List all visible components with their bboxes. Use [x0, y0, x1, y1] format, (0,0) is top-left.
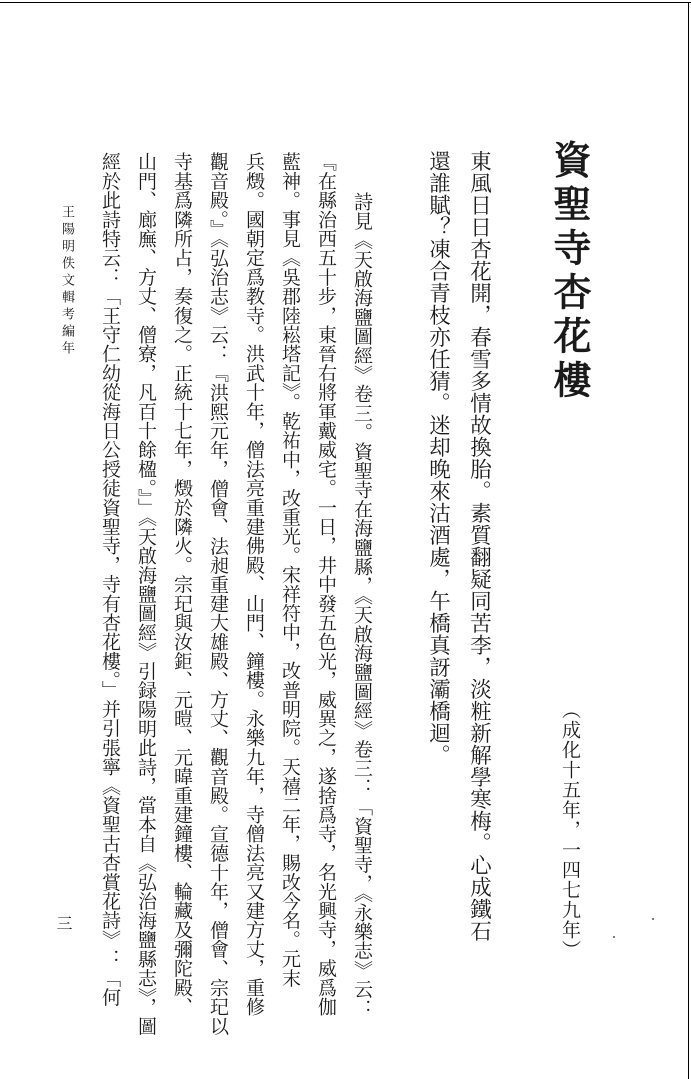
note-line: 觀音殿。』《弘治志》云：『洪熙元年，僧會、法昶重建大雄殿、方丈、觀音殿。宣德十年，僧會、宗玘以: [207, 152, 229, 1036]
note-line: 兵燬。國朝定爲教寺。洪武十年，僧法亮重建佛殿、山門、鐘樓。永樂九年，寺僧法亮又建方丈，重修: [243, 152, 265, 1016]
poem-title: 資聖寺杏花樓: [547, 140, 592, 404]
speck: [613, 936, 615, 938]
poem-line: 還誰賦？凍合青枝亦任猜。迷却晚來沽酒處，午橋真訝灞橋迴。: [425, 150, 451, 766]
note-line: 藍神。事見《吳郡陸崧塔記》。乾祐中，改重光。宋祥符中，改普明院。天禧二年，賜改今名。元末: [279, 152, 301, 988]
note-line: 經於此詩特云：「王守仁幼從海日公授徒資聖寺，寺有杏花樓。」并引張寧《資聖古杏賞花詩》：「何: [99, 152, 121, 1007]
note-line: 詩見《天啟海鹽圖經》卷三。資聖寺在海鹽縣，《天啟海鹽圖經》卷三：「資聖寺，《永樂志》云：: [351, 192, 373, 1018]
poem-line: 東風日日杏花開，春雪多情故換胎。素質翻疑同苦李，淡粧新解學寒梅。心成鐵石: [466, 150, 492, 942]
page-border-right: [688, 2, 689, 1079]
running-head: 王陽明佚文輯考編年: [59, 205, 74, 358]
page-number: 三: [54, 915, 73, 931]
note-line: 寺基爲隣所占，奏復之。正統十七年，燬於隣火。宗玘與汝鉅、元暟、元暐重建鐘樓、輪藏及彌陀殿、: [171, 152, 193, 1016]
page-border-top: [0, 2, 691, 3]
note-line: 『在縣治西五十步，東晉右將軍戴威宅。一日，井中發五色光，威異之，遂捨爲寺，名光興寺，威爲伽: [315, 152, 337, 1016]
poem-date: （成化十五年，一四七九年）: [559, 700, 581, 960]
speck: [652, 918, 654, 920]
note-line: 山門、廊廡、方丈、僧寮，凡百十餘楹。』」《天啟海鹽圖經》引録陽明此詩，當本自《弘治海鹽縣志》，圖: [135, 152, 157, 1036]
